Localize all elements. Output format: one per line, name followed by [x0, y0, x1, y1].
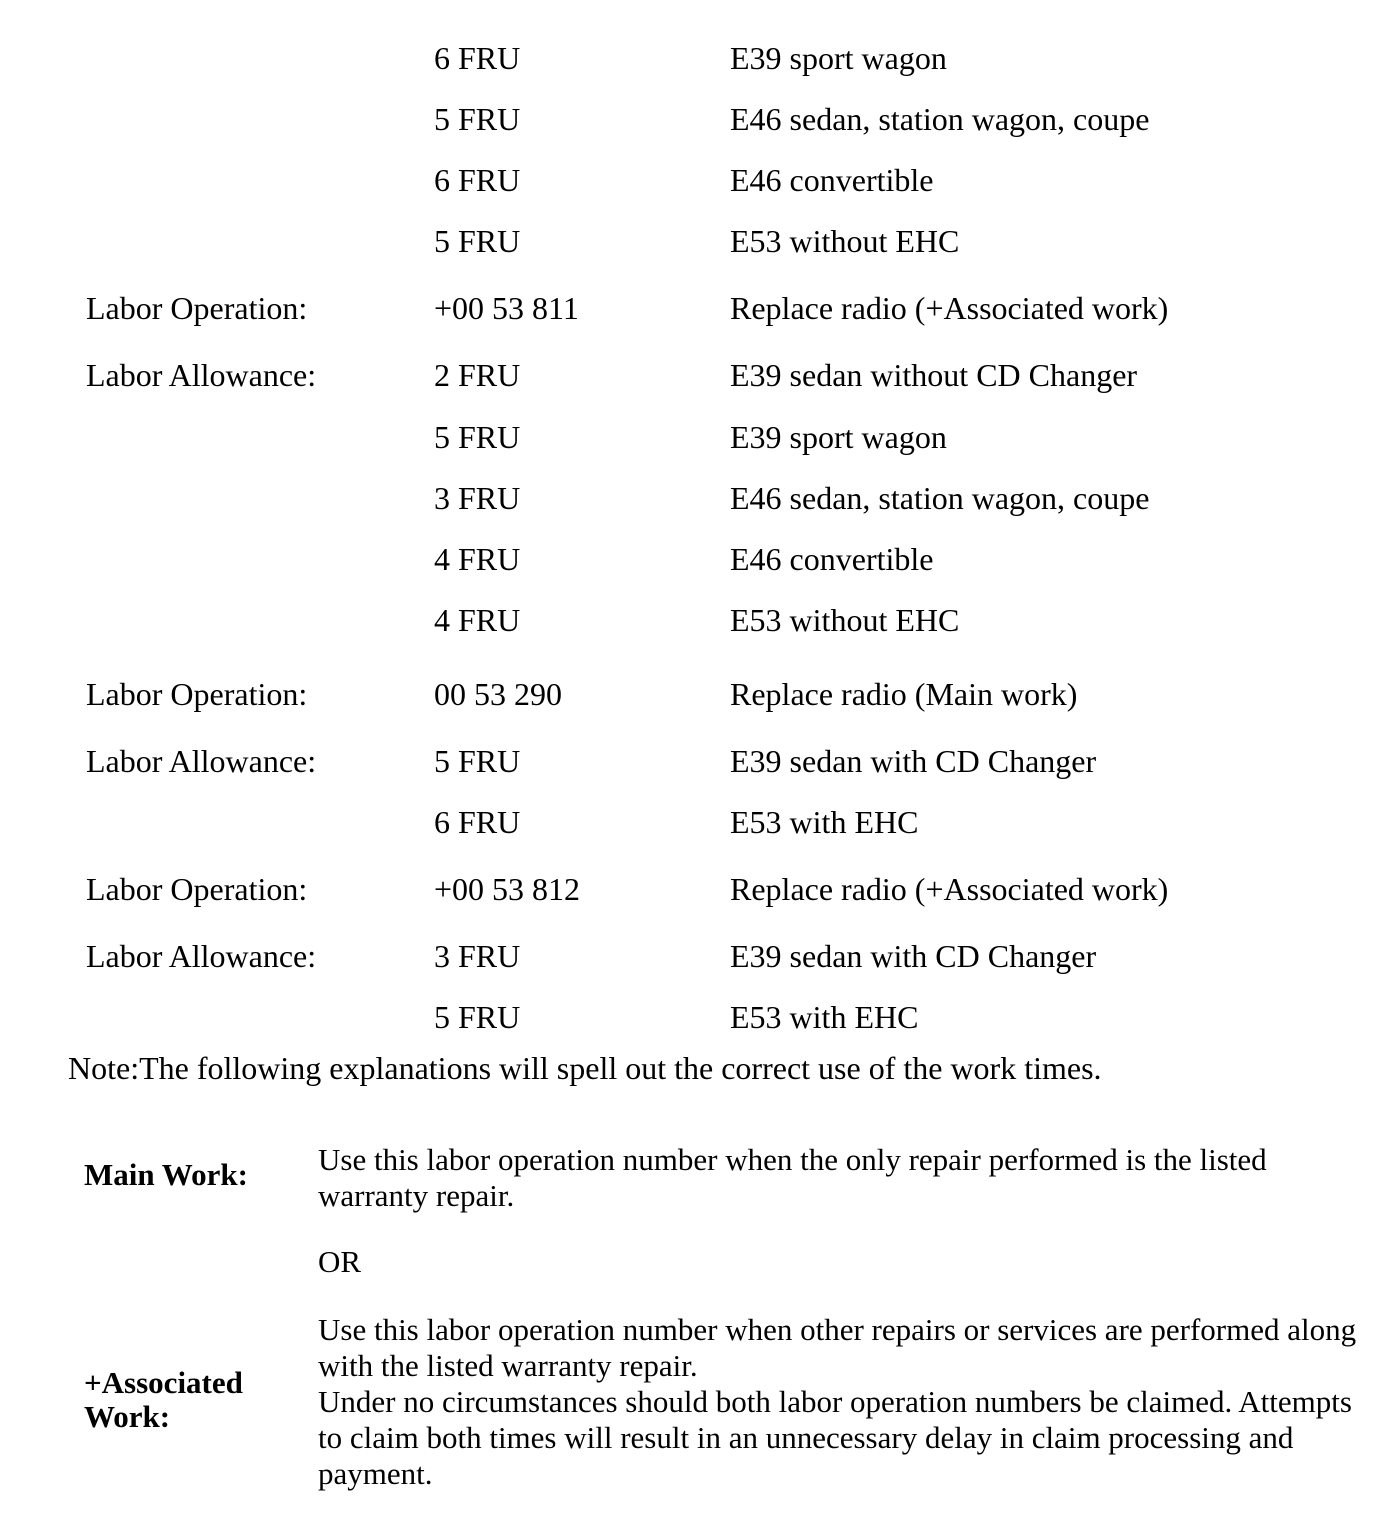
table-row: [0, 359, 1392, 399]
row-value: 3 FRU: [434, 938, 521, 974]
row-value: 5 FRU: [434, 999, 521, 1035]
row-description: Replace radio (Main work): [730, 676, 1078, 712]
row-description: E39 sedan without CD Changer: [730, 357, 1138, 393]
row-value: 4 FRU: [434, 602, 521, 638]
row-label: Labor Operation:: [86, 676, 308, 712]
associated-work-text: Use this labor operation number when other repairs or services are performed along with the listed warranty repair.: [318, 1312, 1357, 1383]
row-description: E46 sedan, station wagon, coupe: [730, 101, 1150, 137]
table-row: [0, 164, 1392, 204]
table-row: [0, 482, 1392, 522]
row-value: 3 FRU: [434, 480, 521, 516]
row-description: E53 with EHC: [730, 999, 919, 1035]
row-description: E39 sedan with CD Changer: [730, 743, 1097, 779]
main-work-label: Main Work:: [84, 1157, 248, 1192]
associated-work-warning: Under no circumstances should both labor operation numbers be claimed. Attempts to claim both times will result in an unnecessary delay in claim processing and payment.: [318, 1384, 1352, 1491]
row-value: 5 FRU: [434, 101, 521, 137]
table-row: [0, 678, 1392, 718]
row-description: E39 sedan with CD Changer: [730, 938, 1097, 974]
row-description: Replace radio (+Associated work): [730, 871, 1169, 907]
table-row: [0, 604, 1392, 644]
associated-work-label: +Associated Work:: [84, 1365, 243, 1434]
main-work-text: Use this labor operation number when the only repair performed is the listed warranty repair.: [318, 1142, 1267, 1213]
table-row: [0, 421, 1392, 461]
associated-work-description: [318, 1312, 1358, 1492]
main-work-description: [318, 1142, 1358, 1214]
row-value: +00 53 811: [434, 290, 579, 326]
row-label: Labor Allowance:: [86, 357, 317, 393]
row-description: E46 convertible: [730, 162, 934, 198]
note-text: Note:The following explanations will spell out the correct use of the work times.: [68, 1050, 1102, 1086]
table-row: [0, 543, 1392, 583]
row-value: 2 FRU: [434, 357, 521, 393]
row-value: 5 FRU: [434, 743, 521, 779]
row-description: E53 without EHC: [730, 223, 960, 259]
table-row: [0, 806, 1392, 846]
table-row: [0, 42, 1392, 82]
row-description: E39 sport wagon: [730, 419, 947, 455]
or-separator: OR: [318, 1244, 362, 1279]
row-value: 6 FRU: [434, 40, 521, 76]
row-description: Replace radio (+Associated work): [730, 290, 1169, 326]
row-description: E39 sport wagon: [730, 40, 947, 76]
table-row: [0, 745, 1392, 785]
row-value: 6 FRU: [434, 804, 521, 840]
row-label: Labor Operation:: [86, 290, 308, 326]
table-row: [0, 225, 1392, 265]
row-value: +00 53 812: [434, 871, 581, 907]
table-row: [0, 103, 1392, 143]
row-value: 5 FRU: [434, 419, 521, 455]
table-row: [0, 1001, 1392, 1041]
row-description: E53 with EHC: [730, 804, 919, 840]
row-label: Labor Operation:: [86, 871, 308, 907]
table-row: [0, 873, 1392, 913]
row-description: E46 sedan, station wagon, coupe: [730, 480, 1150, 516]
row-label: Labor Allowance:: [86, 743, 317, 779]
row-description: E46 convertible: [730, 541, 934, 577]
row-value: 6 FRU: [434, 162, 521, 198]
row-description: E53 without EHC: [730, 602, 960, 638]
row-value: 4 FRU: [434, 541, 521, 577]
row-value: 00 53 290: [434, 676, 562, 712]
row-value: 5 FRU: [434, 223, 521, 259]
row-label: Labor Allowance:: [86, 938, 317, 974]
table-row: [0, 940, 1392, 980]
table-row: [0, 292, 1392, 332]
